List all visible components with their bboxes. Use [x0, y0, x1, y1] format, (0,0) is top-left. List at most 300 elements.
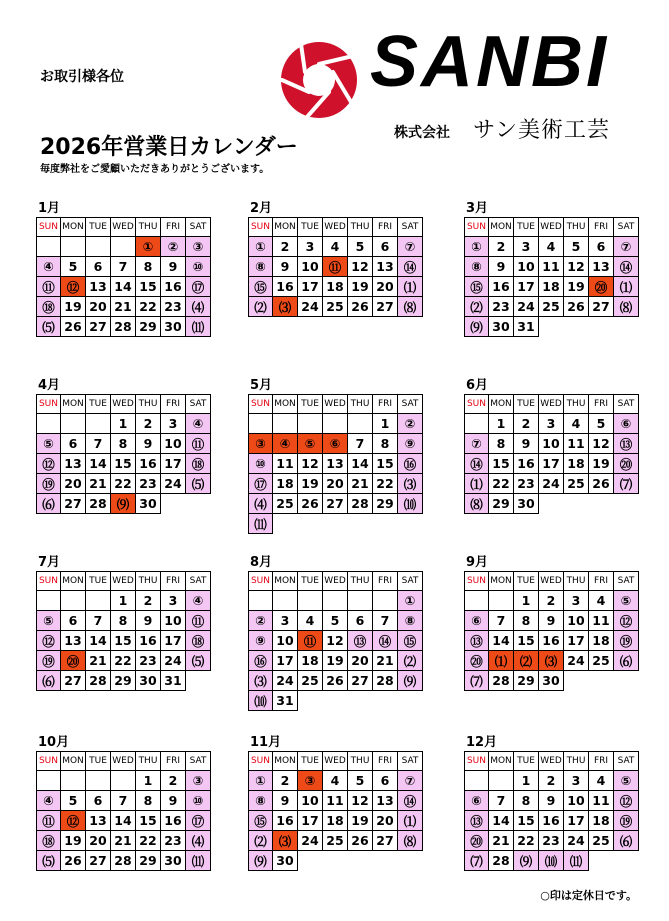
day-cell: 9 [539, 791, 564, 811]
holiday-cell: ⑱ [36, 297, 61, 317]
day-cell: 16 [489, 277, 514, 297]
empty-cell [489, 591, 514, 611]
day-cell: 13 [61, 631, 86, 651]
month-label: 8月 [250, 555, 273, 570]
day-cell: 18 [564, 454, 589, 474]
day-cell: 25 [539, 297, 564, 317]
day-cell: 24 [539, 474, 564, 494]
day-cell: 16 [136, 454, 161, 474]
day-cell: 10 [161, 434, 186, 454]
month-calendar [36, 554, 211, 691]
holiday-cell: ⑻ [614, 297, 639, 317]
empty-cell [61, 414, 86, 434]
month-grid [464, 394, 639, 514]
weekday-header: WED [323, 571, 348, 591]
holiday-cell: ⑦ [398, 237, 423, 257]
day-cell: 12 [589, 434, 614, 454]
day-cell: 31 [161, 671, 186, 691]
weekday-header: WED [111, 217, 136, 237]
company-name: サン美術工芸 [473, 118, 610, 143]
day-cell: 11 [589, 611, 614, 631]
holiday-cell: ⑵ [248, 297, 273, 317]
month-grid [36, 751, 211, 871]
holiday-cell: ⑲ [36, 474, 61, 494]
holiday-cell: ⑶ [273, 297, 298, 317]
day-cell: 17 [298, 811, 323, 831]
holiday-cell: ② [398, 414, 423, 434]
holiday-cell: ⑼ [464, 317, 489, 337]
day-cell: 4 [539, 237, 564, 257]
month-label: 5月 [250, 378, 273, 393]
day-cell: 22 [373, 474, 398, 494]
weekday-header: WED [323, 751, 348, 771]
day-cell: 6 [373, 771, 398, 791]
holiday-cell: ⑧ [464, 257, 489, 277]
empty-cell [273, 591, 298, 611]
day-cell: 28 [489, 671, 514, 691]
holiday-cell: ① [248, 771, 273, 791]
holiday-cell: ④ [36, 791, 61, 811]
day-cell: 7 [86, 611, 111, 631]
holiday-cell: ⑼ [514, 851, 539, 871]
day-cell: 26 [298, 494, 323, 514]
holiday-cell: ⑺ [614, 474, 639, 494]
weekday-header: FRI [161, 394, 186, 414]
day-cell: 24 [564, 651, 589, 671]
day-cell: 4 [589, 591, 614, 611]
day-cell: 4 [323, 771, 348, 791]
weekday-header: THU [348, 571, 373, 591]
day-cell: 9 [273, 791, 298, 811]
day-cell: 7 [489, 791, 514, 811]
holiday-cell: ⑥ [614, 414, 639, 434]
day-cell: 21 [86, 651, 111, 671]
day-cell: 21 [111, 831, 136, 851]
day-cell: 17 [273, 651, 298, 671]
month-calendar [464, 554, 639, 691]
holiday-cell: ⑲ [614, 811, 639, 831]
day-cell: 6 [61, 611, 86, 631]
holiday-cell: ⑵ [464, 297, 489, 317]
holiday-cell: ⑽ [398, 494, 423, 514]
weekday-header: THU [348, 394, 373, 414]
holiday-cell: ⑭ [373, 631, 398, 651]
weekday-header: THU [564, 751, 589, 771]
empty-cell [464, 414, 489, 434]
weekday-header: MON [489, 217, 514, 237]
day-cell: 13 [373, 791, 398, 811]
day-cell: 24 [514, 297, 539, 317]
month-label: 7月 [38, 555, 61, 570]
day-cell: 24 [564, 831, 589, 851]
day-cell: 9 [161, 257, 186, 277]
weekday-header: SAT [398, 571, 423, 591]
weekday-header: THU [564, 571, 589, 591]
weekday-header: FRI [161, 571, 186, 591]
day-cell: 21 [86, 474, 111, 494]
holiday-cell: ⑪ [186, 434, 211, 454]
holiday-cell: ③ [248, 434, 273, 454]
day-cell: 29 [514, 671, 539, 691]
day-cell: 23 [514, 474, 539, 494]
weekday-header: TUE [298, 571, 323, 591]
day-cell: 26 [348, 831, 373, 851]
day-cell: 23 [489, 297, 514, 317]
holiday-cell: ⑤ [36, 434, 61, 454]
holiday-cell: ③ [298, 771, 323, 791]
holiday-cell: ⑽ [539, 851, 564, 871]
weekday-header: SAT [398, 394, 423, 414]
day-cell: 24 [298, 831, 323, 851]
day-cell: 23 [161, 831, 186, 851]
day-cell: 11 [564, 434, 589, 454]
day-cell: 8 [514, 611, 539, 631]
holiday-cell: ⑰ [186, 811, 211, 831]
weekday-header: WED [323, 394, 348, 414]
weekday-header: WED [111, 571, 136, 591]
weekday-header: TUE [514, 394, 539, 414]
month-grid [464, 217, 639, 337]
month-calendar [464, 377, 639, 514]
holiday-cell: ⑾ [186, 317, 211, 337]
day-cell: 16 [273, 277, 298, 297]
day-cell: 29 [111, 671, 136, 691]
holiday-cell: ⑫ [614, 791, 639, 811]
holiday-cell: ⑾ [248, 514, 273, 534]
month-grid [36, 394, 211, 514]
day-cell: 12 [298, 454, 323, 474]
weekday-header: SAT [398, 751, 423, 771]
month-grid [36, 217, 211, 337]
holiday-cell: ⑲ [36, 651, 61, 671]
day-cell: 11 [539, 257, 564, 277]
day-cell: 4 [589, 771, 614, 791]
day-cell: 23 [136, 474, 161, 494]
day-cell: 26 [61, 851, 86, 871]
month-grid [248, 394, 423, 534]
holiday-cell: ⑤ [614, 771, 639, 791]
day-cell: 22 [514, 831, 539, 851]
holiday-cell: ⑤ [614, 591, 639, 611]
day-cell: 6 [61, 434, 86, 454]
holiday-cell: ⑵ [514, 651, 539, 671]
empty-cell [36, 414, 61, 434]
day-cell: 8 [136, 791, 161, 811]
day-cell: 5 [348, 771, 373, 791]
day-cell: 17 [564, 631, 589, 651]
day-cell: 19 [61, 297, 86, 317]
holiday-cell: ⑮ [464, 277, 489, 297]
weekday-header: TUE [298, 217, 323, 237]
day-cell: 12 [348, 791, 373, 811]
holiday-cell: ⑥ [323, 434, 348, 454]
logo-wordmark: SANBI [370, 22, 610, 102]
weekday-header: SUN [248, 751, 273, 771]
empty-cell [86, 237, 111, 257]
day-cell: 7 [111, 791, 136, 811]
day-cell: 11 [273, 454, 298, 474]
day-cell: 27 [348, 671, 373, 691]
day-cell: 10 [161, 611, 186, 631]
day-cell: 2 [514, 414, 539, 434]
day-cell: 25 [589, 831, 614, 851]
weekday-header: SAT [614, 394, 639, 414]
weekday-header: SAT [614, 751, 639, 771]
holiday-cell: ⑳ [614, 454, 639, 474]
day-cell: 30 [136, 494, 161, 514]
empty-cell [248, 414, 273, 434]
day-cell: 5 [323, 611, 348, 631]
day-cell: 30 [161, 851, 186, 871]
day-cell: 11 [323, 791, 348, 811]
holiday-cell: ④ [36, 257, 61, 277]
empty-cell [111, 771, 136, 791]
holiday-cell: ⑱ [36, 831, 61, 851]
day-cell: 15 [373, 454, 398, 474]
day-cell: 2 [161, 771, 186, 791]
holiday-cell: ⑪ [186, 611, 211, 631]
month-grid [248, 571, 423, 711]
day-cell: 27 [373, 831, 398, 851]
weekday-header: WED [111, 394, 136, 414]
holiday-cell: ⑧ [398, 611, 423, 631]
day-cell: 26 [589, 474, 614, 494]
empty-cell [348, 414, 373, 434]
day-cell: 25 [589, 651, 614, 671]
weekday-header: TUE [298, 751, 323, 771]
month-calendar [248, 377, 423, 534]
day-cell: 22 [111, 651, 136, 671]
holiday-cell: ⑫ [61, 811, 86, 831]
day-cell: 7 [489, 611, 514, 631]
day-cell: 28 [86, 671, 111, 691]
day-cell: 19 [589, 454, 614, 474]
month-calendar [36, 200, 211, 337]
weekday-header: FRI [589, 571, 614, 591]
weekday-header: TUE [514, 751, 539, 771]
weekday-header: WED [539, 217, 564, 237]
holiday-cell: ⑭ [398, 257, 423, 277]
holiday-cell: ⑰ [248, 474, 273, 494]
day-cell: 25 [298, 671, 323, 691]
holiday-cell: ① [398, 591, 423, 611]
day-cell: 8 [514, 791, 539, 811]
holiday-cell: ⑱ [186, 631, 211, 651]
holiday-cell: ⑴ [398, 811, 423, 831]
empty-cell [61, 237, 86, 257]
day-cell: 1 [514, 591, 539, 611]
day-cell: 29 [373, 494, 398, 514]
weekday-header: THU [136, 751, 161, 771]
month-grid [248, 217, 423, 317]
day-cell: 20 [373, 811, 398, 831]
holiday-cell: ③ [186, 771, 211, 791]
weekday-header: SAT [186, 571, 211, 591]
empty-cell [298, 414, 323, 434]
weekday-header: SUN [248, 217, 273, 237]
day-cell: 22 [489, 474, 514, 494]
day-cell: 30 [489, 317, 514, 337]
weekday-header: MON [273, 217, 298, 237]
day-cell: 14 [86, 631, 111, 651]
holiday-cell: ⑻ [398, 297, 423, 317]
day-cell: 20 [61, 474, 86, 494]
day-cell: 10 [298, 791, 323, 811]
month-calendar [464, 200, 639, 337]
day-cell: 6 [86, 257, 111, 277]
holiday-cell: ⑾ [186, 851, 211, 871]
month-grid [36, 571, 211, 691]
weekday-header: FRI [589, 751, 614, 771]
weekday-header: SAT [186, 217, 211, 237]
day-cell: 1 [373, 414, 398, 434]
day-cell: 20 [348, 651, 373, 671]
weekday-header: WED [539, 751, 564, 771]
weekday-header: THU [136, 217, 161, 237]
day-cell: 1 [489, 414, 514, 434]
holiday-cell: ⑸ [186, 474, 211, 494]
day-cell: 7 [373, 611, 398, 631]
day-cell: 27 [373, 297, 398, 317]
holiday-cell: ⑼ [111, 494, 136, 514]
day-cell: 16 [539, 631, 564, 651]
day-cell: 18 [589, 811, 614, 831]
holiday-cell: ⑫ [614, 611, 639, 631]
weekday-header: MON [273, 571, 298, 591]
holiday-cell: ⑤ [36, 611, 61, 631]
day-cell: 9 [539, 611, 564, 631]
empty-cell [298, 591, 323, 611]
day-cell: 23 [539, 831, 564, 851]
day-cell: 1 [136, 771, 161, 791]
empty-cell [273, 414, 298, 434]
holiday-cell: ⑫ [36, 454, 61, 474]
day-cell: 17 [161, 631, 186, 651]
day-cell: 2 [489, 237, 514, 257]
weekday-header: SUN [248, 571, 273, 591]
empty-cell [323, 414, 348, 434]
day-cell: 28 [373, 671, 398, 691]
empty-cell [61, 591, 86, 611]
weekday-header: TUE [86, 751, 111, 771]
day-cell: 20 [323, 474, 348, 494]
page-subtitle: 毎度弊社をご愛顧いただきありがとうございます。 [40, 164, 270, 175]
day-cell: 16 [273, 811, 298, 831]
holiday-cell: ⑷ [248, 494, 273, 514]
day-cell: 28 [111, 317, 136, 337]
holiday-cell: ⑭ [614, 257, 639, 277]
day-cell: 21 [111, 297, 136, 317]
day-cell: 18 [323, 811, 348, 831]
day-cell: 4 [323, 237, 348, 257]
weekday-header: FRI [373, 394, 398, 414]
empty-cell [464, 591, 489, 611]
month-calendar [248, 734, 423, 871]
holiday-cell: ⑨ [248, 631, 273, 651]
month-label: 6月 [466, 378, 489, 393]
weekday-header: WED [539, 571, 564, 591]
weekday-header: MON [61, 394, 86, 414]
month-calendar [248, 554, 423, 711]
weekday-header: MON [61, 751, 86, 771]
day-cell: 30 [539, 671, 564, 691]
empty-cell [348, 591, 373, 611]
day-cell: 3 [161, 414, 186, 434]
holiday-cell: ⑵ [398, 651, 423, 671]
holiday-cell: ⑪ [36, 277, 61, 297]
day-cell: 19 [61, 831, 86, 851]
day-cell: 17 [564, 811, 589, 831]
holiday-cell: ⑬ [348, 631, 373, 651]
day-cell: 3 [564, 771, 589, 791]
holiday-cell: ⑻ [398, 831, 423, 851]
weekday-header: SUN [464, 394, 489, 414]
holiday-cell: ⑶ [398, 474, 423, 494]
day-cell: 15 [136, 277, 161, 297]
day-cell: 1 [111, 591, 136, 611]
empty-cell [489, 771, 514, 791]
day-cell: 25 [323, 831, 348, 851]
day-cell: 24 [298, 297, 323, 317]
holiday-cell: ① [136, 237, 161, 257]
day-cell: 20 [86, 297, 111, 317]
day-cell: 9 [161, 791, 186, 811]
day-cell: 2 [136, 591, 161, 611]
day-cell: 5 [61, 791, 86, 811]
day-cell: 19 [298, 474, 323, 494]
day-cell: 19 [564, 277, 589, 297]
month-label: 4月 [38, 378, 61, 393]
holiday-cell: ⑭ [398, 791, 423, 811]
weekday-header: TUE [86, 394, 111, 414]
holiday-cell: ⑴ [398, 277, 423, 297]
weekday-header: SAT [614, 571, 639, 591]
day-cell: 25 [323, 297, 348, 317]
day-cell: 16 [539, 811, 564, 831]
weekday-header: MON [61, 217, 86, 237]
weekday-header: WED [539, 394, 564, 414]
holiday-cell: ⑯ [398, 454, 423, 474]
day-cell: 5 [348, 237, 373, 257]
footer-note: ○印は定休日です。 [540, 889, 637, 902]
day-cell: 14 [348, 454, 373, 474]
empty-cell [323, 591, 348, 611]
day-cell: 2 [273, 771, 298, 791]
day-cell: 12 [348, 257, 373, 277]
holiday-cell: ⑼ [398, 671, 423, 691]
holiday-cell: ⑹ [36, 494, 61, 514]
day-cell: 3 [161, 591, 186, 611]
day-cell: 4 [564, 414, 589, 434]
holiday-cell: ⑮ [248, 277, 273, 297]
day-cell: 6 [373, 237, 398, 257]
day-cell: 18 [273, 474, 298, 494]
holiday-cell: ⑦ [614, 237, 639, 257]
day-cell: 7 [111, 257, 136, 277]
holiday-cell: ⑪ [298, 631, 323, 651]
holiday-cell: ⑮ [248, 811, 273, 831]
day-cell: 19 [323, 651, 348, 671]
day-cell: 24 [161, 474, 186, 494]
day-cell: 12 [564, 257, 589, 277]
holiday-cell: ⑥ [464, 611, 489, 631]
day-cell: 8 [111, 434, 136, 454]
day-cell: 9 [489, 257, 514, 277]
day-cell: 20 [86, 831, 111, 851]
weekday-header: SUN [36, 571, 61, 591]
day-cell: 18 [589, 631, 614, 651]
month-grid [248, 751, 423, 871]
